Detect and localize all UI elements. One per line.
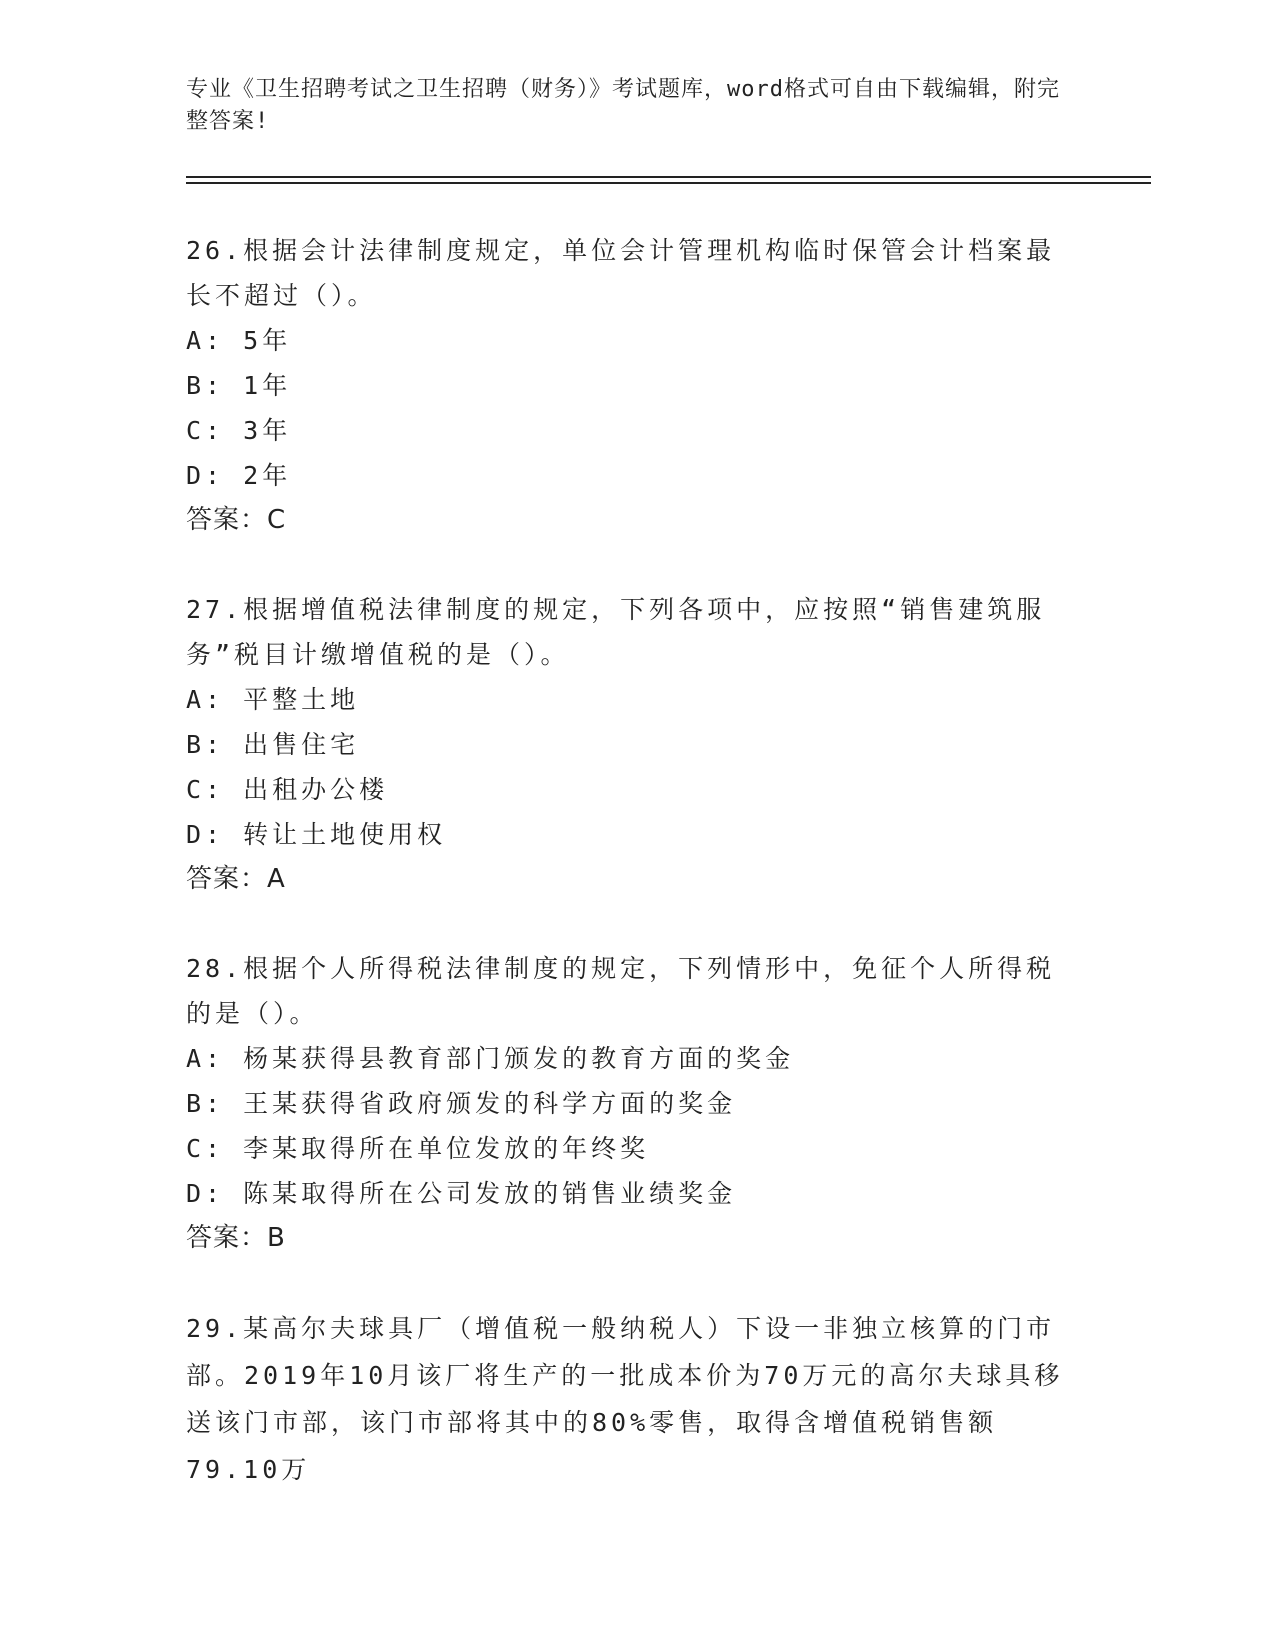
header-divider-bottom [186, 182, 1151, 184]
question-29 [186, 1305, 1076, 1493]
option-d: D: 陈某取得所在公司发放的销售业绩奖金 [186, 1179, 737, 1208]
question-stem: 28.根据个人所得税法律制度的规定，下列情形中，免征个人所得税的是（）。 [186, 954, 1056, 1028]
option-c: C: 3年 [186, 416, 292, 445]
document-header: 专业《卫生招聘考试之卫生招聘（财务）》考试题库，word格式可自由下载编辑，附完整答案! [186, 77, 1060, 134]
option-b: B: 1年 [186, 371, 292, 400]
option-b: B: 出售住宅 [186, 730, 360, 759]
question-26 [186, 228, 1076, 543]
option-a: A: 平整土地 [186, 685, 360, 714]
answer: 答案：B [186, 1223, 286, 1253]
question-stem: 29.某高尔夫球具厂（增值税一般纳税人）下设一非独立核算的门市部。2019年10月该厂将生产的一批成本价为70万元的高尔夫球具移送该门市部，该门市部将其中的80%零售，取得含增值税销售额79.10万 [186, 1314, 1064, 1484]
option-c: C: 李某取得所在单位发放的年终奖 [186, 1134, 650, 1163]
answer: 答案：C [186, 505, 287, 535]
option-d: D: 2年 [186, 461, 292, 490]
option-d: D: 转让土地使用权 [186, 820, 447, 849]
question-stem: 26.根据会计法律制度规定，单位会计管理机构临时保管会计档案最长不超过（）。 [186, 236, 1056, 310]
question-list [186, 228, 1076, 1537]
option-c: C: 出租办公楼 [186, 775, 389, 804]
question-stem: 27.根据增值税法律制度的规定，下列各项中，应按照“销售建筑服务”税目计缴增值税的是（）。 [186, 595, 1046, 669]
header-divider-top [186, 176, 1151, 178]
question-27 [186, 587, 1076, 902]
option-a: A: 杨某获得县教育部门颁发的教育方面的奖金 [186, 1044, 795, 1073]
question-28 [186, 946, 1076, 1261]
option-b: B: 王某获得省政府颁发的科学方面的奖金 [186, 1089, 737, 1118]
option-a: A: 5年 [186, 326, 292, 355]
answer: 答案：A [186, 864, 286, 894]
